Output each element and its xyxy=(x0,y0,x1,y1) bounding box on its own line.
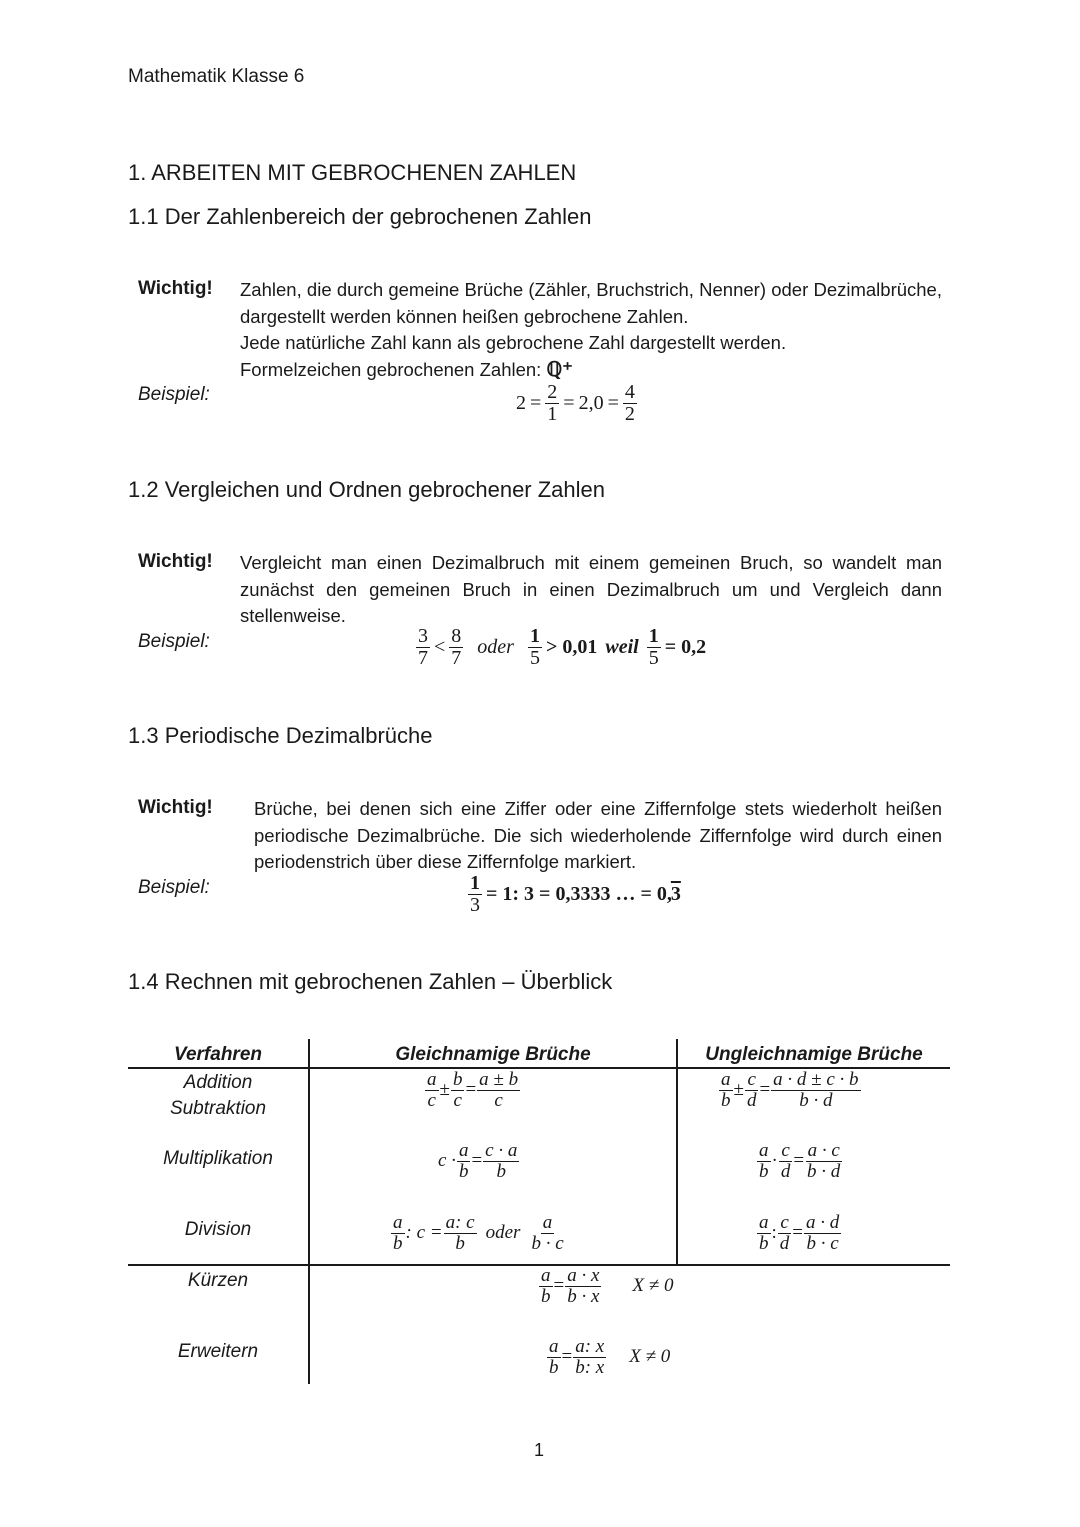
section-title-1-4: 1.4 Rechnen mit gebrochenen Zahlen – Überblick xyxy=(128,969,613,994)
row-label-subtraktion: Subtraktion xyxy=(169,1098,267,1119)
denominator: 1 xyxy=(547,403,558,425)
denominator: 7 xyxy=(451,647,462,669)
column-header-gleichnamig: Gleichnamige Brüche xyxy=(395,1044,591,1065)
section-1-2-text: Vergleicht man einen Dezimalbruch mit einem gemeinen Bruch, so wandelt man zunächst den gemeinen Bruch in einen Dezimalbruch um und Vergleich dann stellenweise. xyxy=(240,552,942,626)
example-formula xyxy=(414,626,708,669)
table-vline xyxy=(308,1039,310,1384)
numerator: a xyxy=(541,1265,551,1286)
beispiel-label: Beispiel: xyxy=(138,384,210,405)
numerator: c xyxy=(780,1212,789,1233)
fraction xyxy=(416,626,430,669)
row-label-multiplikation: Multiplikation xyxy=(163,1148,273,1169)
denominator: 5 xyxy=(648,647,659,669)
denominator: d xyxy=(779,1232,790,1254)
denominator: b xyxy=(759,1232,769,1254)
denominator: 5 xyxy=(529,647,540,669)
row-label-division: Division xyxy=(184,1219,252,1240)
wichtig-label: Wichtig! xyxy=(138,551,213,572)
example-formula xyxy=(514,382,639,425)
page-header: Mathematik Klasse 6 xyxy=(128,66,305,87)
numerator: a · c xyxy=(807,1140,840,1161)
factor: c · xyxy=(438,1150,456,1172)
table-vline xyxy=(676,1039,678,1265)
denominator: c xyxy=(453,1089,462,1111)
denominator: 3 xyxy=(470,894,480,916)
plus-minus: ± xyxy=(733,1079,744,1101)
denominator: b · d xyxy=(799,1089,833,1111)
numerator: 3 xyxy=(418,625,428,647)
decimal: 2,0 xyxy=(578,392,604,414)
numerator: a xyxy=(759,1140,769,1161)
oder-word: oder xyxy=(485,1222,521,1244)
equals: = xyxy=(465,1079,477,1101)
rational-symbol: ℚ⁺ xyxy=(546,358,573,381)
equals: = xyxy=(561,1346,573,1368)
formula-mult-gleich xyxy=(438,1141,520,1182)
numerator: 1 xyxy=(470,872,480,894)
numerator: 1 xyxy=(529,625,540,647)
equals: = xyxy=(563,392,575,414)
numerator: a xyxy=(427,1069,437,1090)
column-header-verfahren: Verfahren xyxy=(174,1044,262,1065)
denominator: b xyxy=(759,1160,769,1182)
paragraph xyxy=(240,357,942,384)
numerator: a · x xyxy=(567,1265,600,1286)
denominator: c xyxy=(427,1089,436,1111)
denominator: b · x xyxy=(567,1285,600,1307)
row-label-addition: Addition xyxy=(183,1072,253,1093)
equals: = xyxy=(793,1150,805,1172)
dot: · xyxy=(771,1150,778,1172)
fraction xyxy=(545,382,559,425)
equals: = xyxy=(553,1275,565,1297)
denominator: b xyxy=(549,1356,559,1378)
formula-erweitern xyxy=(546,1337,670,1378)
numerator: a xyxy=(759,1212,769,1233)
paragraph: Zahlen, die durch gemeine Brüche (Zähler, Bruchstrich, Nenner) oder Dezimalbrüche, dargestellt werden können heißen gebrochene Zahlen. xyxy=(240,279,942,327)
numerator: a ± b xyxy=(479,1069,519,1090)
numerator: 8 xyxy=(451,625,462,647)
numerator: 4 xyxy=(624,381,635,403)
text: Formelzeichen gebrochenen Zahlen: xyxy=(240,358,547,380)
formula-kuerzen xyxy=(538,1266,673,1307)
plus-minus: ± xyxy=(439,1079,450,1101)
numerator: a xyxy=(549,1336,559,1357)
overview-table xyxy=(128,1039,950,1384)
numerator: a · d ± c · b xyxy=(773,1069,859,1090)
numerator: c xyxy=(781,1140,790,1161)
result: = 0,2 xyxy=(664,636,707,658)
divide-by-c: : c = xyxy=(405,1222,443,1244)
chapter-title: 1. ARBEITEN MIT GEBROCHENEN ZAHLEN xyxy=(128,160,577,185)
numerator: 1 xyxy=(648,625,659,647)
equals: = xyxy=(607,392,619,414)
section-title-1-1: 1.1 Der Zahlenbereich der gebrochenen Zahlen xyxy=(128,204,592,229)
fraction xyxy=(528,626,542,669)
equals: = xyxy=(792,1222,803,1244)
section-title-1-3: 1.3 Periodische Dezimalbrüche xyxy=(128,723,433,748)
column-header-ungleichnamig: Ungleichnamige Brüche xyxy=(705,1044,923,1065)
numerator: a xyxy=(458,1140,469,1161)
equals: = xyxy=(471,1150,483,1172)
formula-add-ungleich xyxy=(718,1070,862,1111)
numerator: a xyxy=(542,1212,553,1233)
condition: X ≠ 0 xyxy=(629,1346,671,1368)
section-1-1-text xyxy=(240,277,942,383)
formula-div-ungleich xyxy=(756,1213,842,1254)
oder-word: oder xyxy=(477,636,514,658)
denominator: b xyxy=(455,1232,465,1254)
section-1-3-text: Brüche, bei denen sich eine Ziffer oder eine Ziffernfolge stets wiederholt heißen periodische Dezimalbrüche. Die sich wiederholende Ziffernfolge wird durch einen periodenstrich über diese Ziffernfolge markiert. xyxy=(254,798,942,872)
numerator: a: x xyxy=(575,1336,605,1357)
condition: X ≠ 0 xyxy=(632,1275,674,1297)
colon: : xyxy=(771,1222,777,1244)
period-digit: 3 xyxy=(670,883,681,905)
beispiel-label: Beispiel: xyxy=(138,631,210,652)
number: 2 xyxy=(516,392,526,414)
denominator: b · d xyxy=(807,1160,841,1182)
denominator: c xyxy=(494,1089,503,1111)
section-title-1-2: 1.2 Vergleichen und Ordnen gebrochener Zahlen xyxy=(128,477,606,502)
denominator: b xyxy=(541,1285,551,1307)
equation-rest: = 1: 3 = 0,3333 … = 0, xyxy=(486,883,672,905)
page-number: 1 xyxy=(534,1440,545,1460)
fraction xyxy=(647,626,661,669)
numerator: a · d xyxy=(806,1212,840,1233)
denominator: b xyxy=(393,1232,403,1254)
example-formula xyxy=(466,873,683,916)
less-than: < xyxy=(434,636,446,658)
numerator: 2 xyxy=(547,381,558,403)
wichtig-label: Wichtig! xyxy=(138,797,213,818)
equals: = xyxy=(759,1079,771,1101)
numerator: a: c xyxy=(445,1212,475,1233)
denominator: b · c xyxy=(531,1232,564,1254)
denominator: d xyxy=(780,1160,791,1182)
denominator: b · c xyxy=(806,1232,839,1254)
numerator: c · a xyxy=(485,1140,518,1161)
numerator: c xyxy=(747,1069,756,1090)
denominator: d xyxy=(746,1089,757,1111)
numerator: a xyxy=(393,1212,403,1233)
numerator: a xyxy=(721,1069,731,1090)
fraction xyxy=(468,873,482,916)
formula-div-gleich xyxy=(390,1213,567,1254)
denominator: b xyxy=(496,1160,506,1182)
wichtig-label: Wichtig! xyxy=(138,278,213,299)
denominator: b xyxy=(721,1089,731,1111)
formula-add-gleich xyxy=(424,1070,521,1111)
equals: = xyxy=(530,392,542,414)
formula-mult-ungleich xyxy=(756,1141,843,1182)
fraction xyxy=(449,626,463,669)
comparison: > 0,01 xyxy=(545,636,598,658)
denominator: 2 xyxy=(624,403,635,425)
numerator: b xyxy=(452,1069,463,1090)
denominator: 7 xyxy=(418,647,428,669)
row-label-erweitern: Erweitern xyxy=(177,1341,259,1362)
denominator: b: x xyxy=(575,1356,605,1378)
fraction xyxy=(623,382,637,425)
paragraph: Jede natürliche Zahl kann als gebrochene Zahl dargestellt werden. xyxy=(240,332,787,353)
denominator: b xyxy=(458,1160,469,1182)
weil-word: weil xyxy=(605,636,639,658)
beispiel-label: Beispiel: xyxy=(138,877,210,898)
row-label-kuerzen: Kürzen xyxy=(187,1270,249,1291)
